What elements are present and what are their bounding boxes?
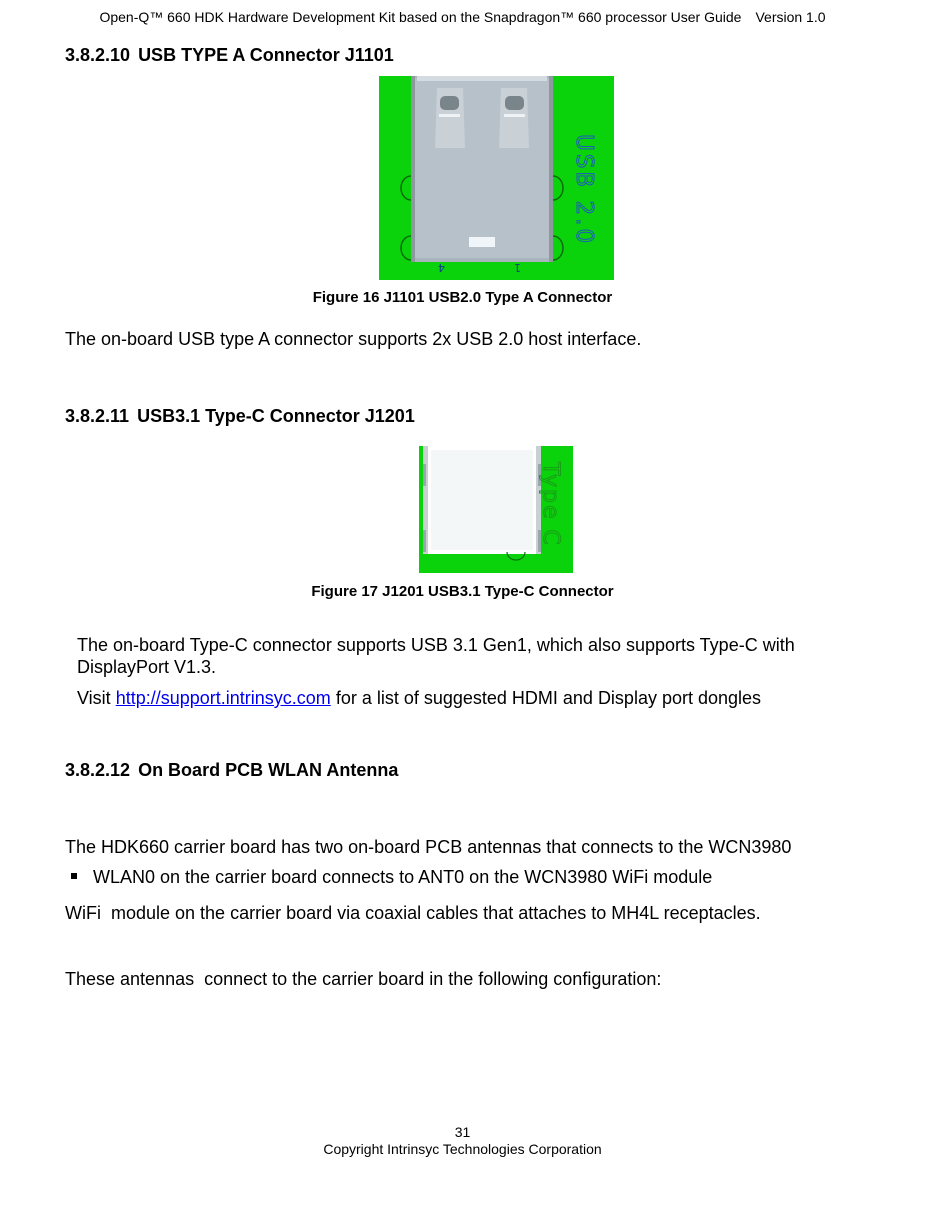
section-number: 3.8.2.12 — [65, 760, 131, 780]
bullet-text: WLAN0 on the carrier board connects to ANT0 on the WCN3980 WiFi module — [93, 867, 713, 887]
wlan-antenna-description — [65, 792, 791, 1012]
section-number: 3.8.2.10 — [65, 45, 131, 65]
usb-type-c-connector-figure — [419, 446, 573, 573]
figure-17-caption: Figure 17 J1201 USB3.1 Type-C Connector — [311, 583, 614, 600]
visit-prefix: Visit — [77, 688, 111, 708]
dongle-support-line — [77, 687, 761, 709]
section-number: 3.8.2.11 — [65, 406, 130, 426]
bullet-square-icon — [71, 873, 77, 879]
support-link[interactable]: http://support.intrinsyc.com — [115, 688, 331, 708]
shell-window — [469, 237, 495, 247]
wlan-description-line-2: WiFi module on the carrier board via coaxial cables that attaches to MH4L receptacles. — [65, 903, 761, 923]
pin-mark-4: 4 — [438, 261, 445, 274]
section-heading-usb-type-a — [65, 45, 394, 66]
figure-16-caption: Figure 16 J1101 USB2.0 Type A Connector — [312, 289, 613, 306]
page-header — [0, 9, 925, 25]
section-title: USB TYPE A Connector J1101 — [138, 45, 394, 65]
header-title: Open-Q™ 660 HDK Hardware Development Kit based on the Snapdragon™ 660 processor User Guide — [99, 9, 742, 25]
wlan-description-line-3: These antennas connect to the carrier board in the following configuration: — [65, 969, 662, 989]
copyright: Copyright Intrinsyc Technologies Corporation — [323, 1141, 602, 1157]
pin-mark-1: 1 — [514, 261, 521, 274]
section-heading-wlan-antenna — [65, 760, 398, 781]
usb-type-a-description: The on-board USB type A connector supports 2x USB 2.0 host interface. — [65, 329, 642, 349]
connector-shell — [415, 78, 549, 258]
silkscreen-usb-2-0: USB 2.0 — [571, 134, 597, 247]
type-c-description — [77, 634, 795, 678]
page-number: 31 — [454, 1124, 471, 1140]
type-c-description-line-2: DisplayPort V1.3. — [77, 657, 217, 677]
type-c-description-line-1: The on-board Type-C connector supports USB 3.1 Gen1, which also supports Type-C with — [77, 635, 795, 655]
visit-suffix: for a list of suggested HDMI and Display port dongles — [335, 688, 762, 708]
section-title: On Board PCB WLAN Antenna — [138, 760, 399, 780]
header-version: Version 1.0 — [755, 9, 826, 25]
silkscreen-type-c: Type C — [538, 462, 563, 547]
usb-type-a-connector-figure — [379, 76, 614, 280]
section-title: USB3.1 Type-C Connector J1201 — [137, 406, 415, 426]
wlan-description-line-1: The HDK660 carrier board has two on-board PCB antennas that connects to the WCN3980 — [65, 837, 792, 857]
section-heading-usb-type-c — [65, 406, 415, 427]
list-item — [71, 867, 712, 888]
